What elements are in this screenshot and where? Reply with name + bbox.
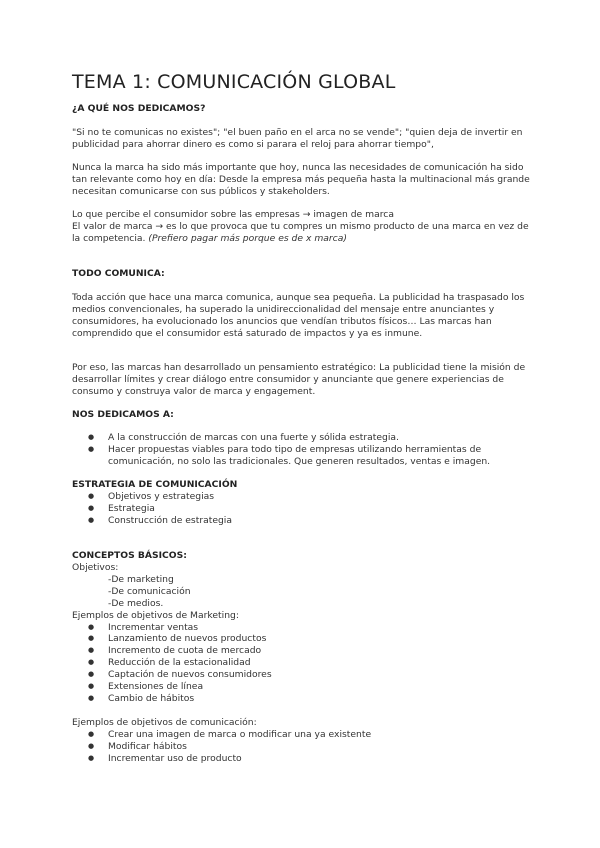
list-item: ● Lanzamiento de nuevos productos (72, 633, 532, 645)
list-item: ● Construcción de estrategia (72, 515, 532, 527)
sub-item: -De marketing (108, 573, 174, 585)
document-title: TEMA 1: COMUNICACIÓN GLOBAL (72, 71, 396, 93)
sub-item: -De comunicación (108, 585, 191, 597)
list-item: ● Reducción de la estacionalidad (72, 657, 532, 669)
list-item: ● Cambio de hábitos (72, 693, 532, 705)
text-span: El valor de marca → es lo que provoca que tu compres un mismo producto de una marca en vez de la competencia. (72, 221, 529, 244)
bullet-list (72, 622, 532, 705)
section-heading: NOS DEDICAMOS A: (72, 409, 174, 420)
paragraph (72, 221, 532, 245)
list-item: ● Estrategia (72, 503, 532, 515)
list-item: ● Extensiones de línea (72, 681, 532, 693)
label: Objetivos: (72, 562, 119, 573)
list-item: ● Incrementar uso de producto (72, 753, 532, 765)
section-heading: ¿A QUÉ NOS DEDICAMOS? (72, 103, 206, 114)
paragraph: Por eso, las marcas han desarrollado un pensamiento estratégico: La publicidad tiene la misión de desarrollar límites y crear diálogo entre consumidor y anunciante que genere experiencias de consumo y construya valor de marca y engagement. (72, 362, 526, 397)
paragraph: Toda acción que hace una marca comunica, aunque sea pequeña. La publicidad ha traspasado los medios convencionales, ha superado la unidireccionalidad del mensaje entre anunciantes y consumidores, ha evolucionado los anuncios que vendían tributos físicos… Las marcas han comprendido que el consumidor está saturado de impactos y ya es inmune. (72, 292, 525, 339)
conceptos-block (72, 562, 532, 705)
list-item: ● Incremento de cuota de mercado (72, 645, 532, 657)
paragraph: Nunca la marca ha sido más importante que hoy, nunca las necesidades de comunicación ha sido tan relevante como hoy en día: Desde la empresa más pequeña hasta la multinacional más grande necesitan comunicarse con sus públicos y stakeholders. (72, 162, 530, 197)
list-item: ● Modificar hábitos (72, 741, 532, 753)
label: Ejemplos de objetivos de Marketing: (72, 609, 239, 621)
list-item: ● Incrementar ventas (72, 622, 532, 634)
list-item: ● Objetivos y estrategias (72, 491, 532, 503)
italic-note: (Prefiero pagar más porque es de x marca) (148, 232, 347, 244)
section-heading: TODO COMUNICA: (72, 268, 165, 279)
section-heading: ESTRATEGIA DE COMUNICACIÓN (72, 479, 238, 490)
paragraph: Lo que percibe el consumidor sobre las empresas → imagen de marca (72, 209, 394, 220)
list-item: ● Captación de nuevos consumidores (72, 669, 532, 681)
section-heading: CONCEPTOS BÁSICOS: (72, 550, 187, 561)
bullet-list (72, 432, 532, 468)
sub-item: -De medios. (108, 597, 164, 609)
list-item: ● A la construcción de marcas con una fuerte y sólida estrategia. (72, 432, 532, 444)
list-item: ● Hacer propuestas viables para todo tipo de empresas utilizando herramientas de comunicación, no solo las tradicionales. Que generen resultados, ventas e imagen. (72, 444, 532, 468)
label: Ejemplos de objetivos de comunicación: (72, 717, 257, 728)
bullet-list (72, 491, 532, 527)
quote-paragraph: "Si no te comunicas no existes"; "el buen paño en el arca no se vende"; "quien deja de invertir en publicidad para ahorrar dinero es como si parara el reloj para ahorrar tiempo", (72, 127, 523, 150)
section-que-nos-dedicamos (72, 103, 532, 115)
bullet-list (72, 729, 532, 765)
list-item: ● Crear una imagen de marca o modificar una ya existente (72, 729, 532, 741)
